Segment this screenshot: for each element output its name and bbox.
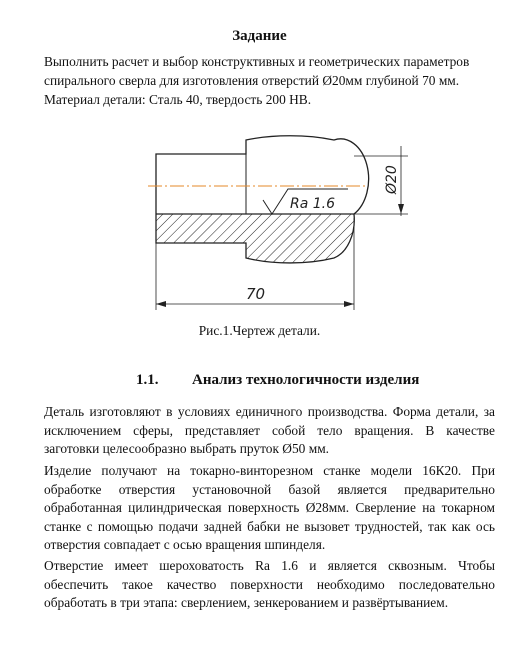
paragraph-line: станке с помощью подачи задней бабки не вызовет трудностей, так как ось [44, 518, 495, 534]
section-title: Анализ технологичности изделия [192, 372, 420, 388]
section-hatch [156, 214, 354, 263]
paragraph-line: обработать в три этапа: сверлением, зенкерованием и развёртыванием. [44, 595, 449, 610]
diameter-arrow [398, 204, 404, 214]
paragraph-line: Отверстие имеет шероховатость Ra 1.6 и является сквозным. Чтобы [44, 558, 495, 573]
roughness-label: Ra 1.6 [290, 196, 336, 212]
paragraph [44, 462, 495, 555]
section-number: 1.1. [136, 372, 159, 388]
section-heading [136, 372, 419, 389]
diameter-label: Ø20 [384, 165, 400, 194]
length-arrow-left [156, 301, 166, 307]
paragraph-line: Деталь изготовляют в условиях единичного производства. Форма детали, за [44, 404, 495, 419]
paragraph-line: отверстия совпадает с осью вращения шпинделя. [44, 537, 326, 552]
figure-caption: Рис.1.Чертеж детали. [198, 323, 321, 338]
paragraph-line: обработке отверстия установочной базой является предварительно [44, 481, 495, 497]
task-line: Выполнить расчет и выбор конструктивных и геометрических параметров [44, 54, 470, 69]
paragraph-line: Изделие получают на токарно-винторезном станке модели 16К20. При [44, 463, 495, 478]
paragraph [44, 557, 495, 613]
paragraph-line: обработанная цилиндрическая поверхность Ø28мм. Сверление на токарном [44, 500, 495, 515]
page-title: Задание [232, 28, 287, 44]
task-line: Материал детали: Сталь 40, твердость 200 HB. [44, 92, 312, 107]
paragraph-line: исключением сферы, представляет собой тело вращения. В качестве [44, 422, 495, 438]
part-drawing [130, 118, 420, 318]
length-label: 70 [246, 285, 266, 303]
task-line: спирального сверла для изготовления отверстий Ø20мм глубиной 70 мм. [44, 73, 460, 88]
paragraph [44, 403, 495, 459]
paragraph-line: заготовки целесообразно выбрать пруток Ø50 мм. [44, 441, 330, 456]
length-arrow-right [344, 301, 354, 307]
task-text [44, 52, 499, 109]
paragraph-line: обеспечить такое качество поверхности необходимо последовательно [44, 576, 495, 592]
